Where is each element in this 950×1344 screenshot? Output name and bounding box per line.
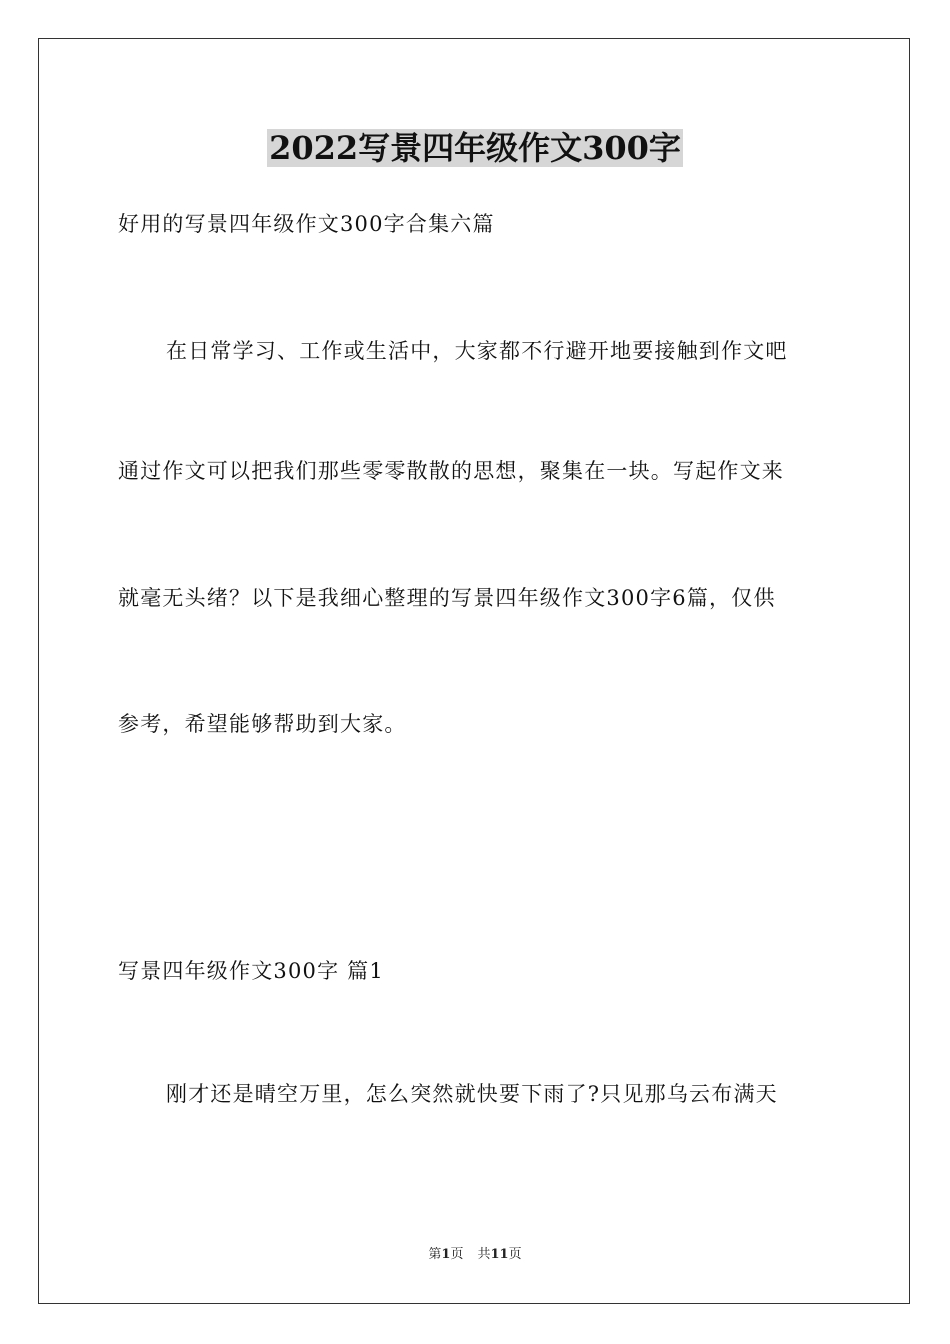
footer-page-number: 1 xyxy=(441,1247,451,1262)
section-first-line: 刚才还是晴空万里，怎么突然就快要下雨了?只见那乌云布满天 xyxy=(166,1082,778,1106)
section-heading: 写景四年级作文300字 篇1 xyxy=(118,959,384,983)
page-footer xyxy=(0,1246,950,1264)
footer-page-prefix: 第 xyxy=(428,1247,442,1262)
document-subtitle: 好用的写景四年级作文300字合集六篇 xyxy=(118,212,495,236)
footer-total-suffix: 页 xyxy=(508,1247,522,1262)
footer-total-prefix: 共 xyxy=(477,1247,491,1262)
intro-line-1: 在日常学习、工作或生活中，大家都不行避开地要接触到作文吧 xyxy=(166,339,788,363)
intro-line-3: 就毫无头绪？以下是我细心整理的写景四年级作文300字6篇，仅供 xyxy=(118,586,776,610)
intro-line-4: 参考，希望能够帮助到大家。 xyxy=(118,712,407,736)
document-title-text: 2022写景四年级作文300字 xyxy=(269,129,681,167)
footer-total-pages: 11 xyxy=(490,1247,509,1262)
footer-page-suffix: 页 xyxy=(450,1247,464,1262)
document-title xyxy=(0,128,950,168)
intro-line-2: 通过作文可以把我们那些零零散散的思想，聚集在一块。写起作文来 xyxy=(118,459,784,483)
